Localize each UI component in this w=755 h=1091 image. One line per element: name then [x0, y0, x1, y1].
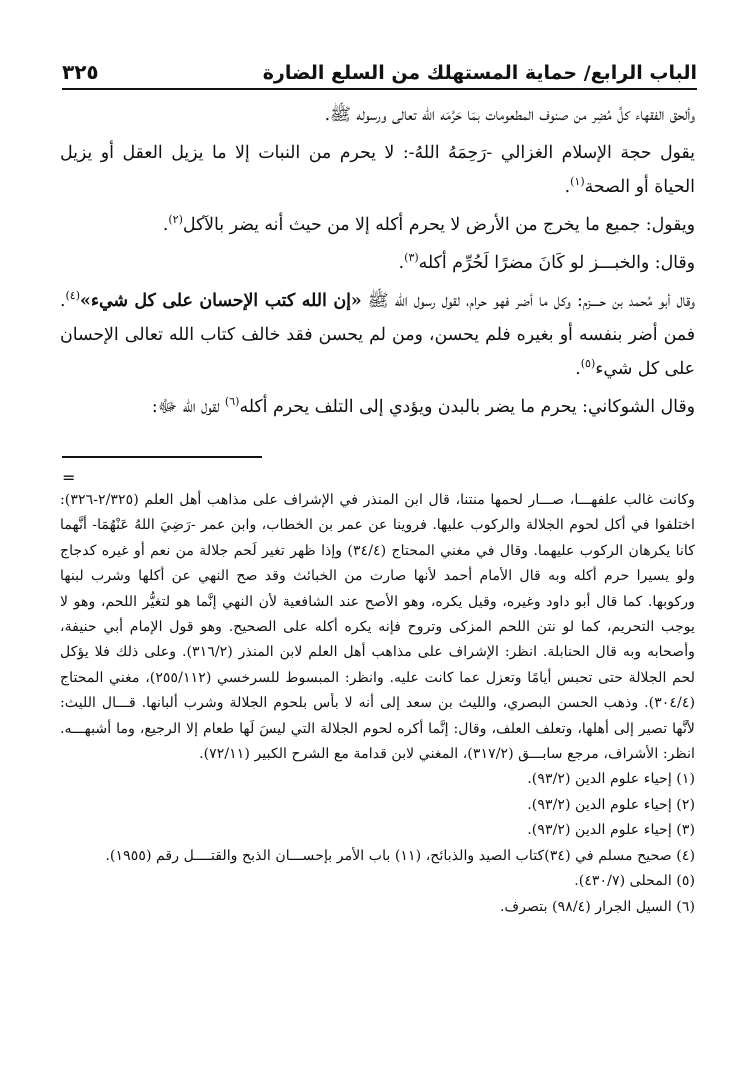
- footnote-separator: [62, 456, 262, 458]
- footnote-ref: (٦): [224, 395, 240, 409]
- paragraph: وقال الشوكاني: يحرم ما يضر بالبدن ويؤدي إلى التلف يحرم أكله$^{(٦)}$ لقول الله ﷻ:: [151, 395, 695, 417]
- footnotes: [60, 488, 695, 920]
- paragraph: يقول حجة الإسلام الغزالي -رَحِمَهُ اللهُ-: لا يحرم من النبات إلا ما يزيل العقل أو يزيل الحياة أو الصحة$^{(١)}$.: [60, 143, 695, 197]
- footnote-item: (٤) صحيح مسلم في (٣٤)كتاب الصيد والذبائح، (١١) باب الأمر بإحســـان الذبح والقتــــل رقم (١٩٥٥).: [105, 847, 695, 864]
- page-number: ٣٢٥: [62, 60, 99, 84]
- paragraph: وقال: والخبـــز لو كَانَ مضرًا لَحُرِّم أكله$^{(٣)}$.: [398, 251, 695, 273]
- footnote-continuation: وكانت غالب علفهـــا، صـــار لحمها منتنا، قال ابن المنذر في الإشراف على مذاهب أهل العلم (٢/٣٢٥-٣٢٦): اختلفوا في أكل لحوم الجلالة والركوب عليها. فروينا عن عمر بن الخطاب، وابن عمر -رَضِيَ اللهُ عَنْهُمَا- أنَّهما كانا يكرهان الركوب عليهما. وقال في مغني المحتاج (٣٤/٤) وإذا ظهر تغير لَحم جلالة من نعم أو غيره كدجاج ولو يسيرا حرم أكله وبه قال الأمام أحمد لأنها صارت من الخبائث وقد صح النهي عن أكلها وشرب لبنها وركوبها. كما قال أبو داود وغيره، وقيل يكره، وهو الأصح عند الشافعية لأن النهي إنَّما هو لتغيُّر اللحم، وهو لا يوجب التحريم، كما لو نتن اللحم المزكى وتروح فإنه يكره أكله على الصحيح. وهو قول الإمام أبي حنيفة، وأصحابه وبه قال الحنابلة. انظر: الإشراف على مذاهب أهل العلم لابن المنذر (٣١٦/٢). وعلى ذلك فلا يؤكل لحم الجلالة حتى تحبس أيامًا وتعزل عما كانت عليه. وانظر: المبسوط للسرخسي (٢٥٥/١١٢)، مغني المحتاج (٣٠٤/٤). وذهب الحسن البصري، والليث بن سعد إلى أنه لا بأس بلحوم الجلالة وشرب ألبانها. قـــال الليث: لأنَّها تصير إلى أهلها، وتعلف العلف، وقال: إنَّما أكره لحوم الجلالة التي ليسَ لَها طعام إلا الرجيع، وما أشبهـــه. انظر: الأشراف، مرجع سابـــق (٣١٧/٢)، المغني لابن قدامة مع الشرح الكبير (٧٢/١١).: [60, 492, 696, 763]
- footnote-item: (٢) إحياء علوم الدين (٩٣/٢).: [527, 796, 695, 813]
- continuation-mark: =: [62, 468, 76, 487]
- chapter-title: الباب الرابع/ حماية المستهلك من السلع الضارة: [262, 62, 697, 84]
- paragraph: وألحق الفقهاء كلَّ مُضِر من صنوف المطعومات بمَا حَرَّمَه الله تعالى ورسوله ﷺ.: [324, 105, 695, 125]
- footnote-item: (٦) السيل الجرار (٩٨/٤) بتصرف.: [499, 898, 695, 915]
- running-header: [62, 48, 697, 90]
- footnote-item: (٣) إحياء علوم الدين (٩٣/٢).: [527, 822, 695, 839]
- paragraph: ويقول: جميع ما يخرج من الأرض لا يحرم أكله إلا من حيث أنه يضر بالآكل$^{(٢)}$.: [162, 213, 695, 235]
- footnote-item: (٥) المحلى (٤٣٠/٧).: [574, 873, 695, 890]
- hadith-quote: «إن الله كتب الإحسان على كل شيء»: [80, 291, 362, 311]
- main-text: [60, 98, 695, 428]
- footnote-ref: (١): [570, 175, 585, 189]
- footnote-item: (١) إحياء علوم الدين (٩٣/٢).: [527, 771, 695, 788]
- footnote-ref: (٣): [404, 251, 419, 265]
- paragraph: وقال أبو مُحمد بن حــــزم: وكل ما أضر فهو حرام، لقول رسول الله ﷺ «إن الله كتب الإحسان على كل شيء»$^{(٤)}$. فمن أضر بنفسه أو بغيره فلم يحسن، ومن لم يحسن فقد خالف كتاب الله تعالى الإحسان على كل شيء$^{(٥)}$.: [60, 289, 695, 379]
- footnote-ref: (٤): [65, 289, 81, 303]
- footnote-ref: (٥): [580, 357, 596, 371]
- footnote-ref: (٢): [168, 213, 183, 227]
